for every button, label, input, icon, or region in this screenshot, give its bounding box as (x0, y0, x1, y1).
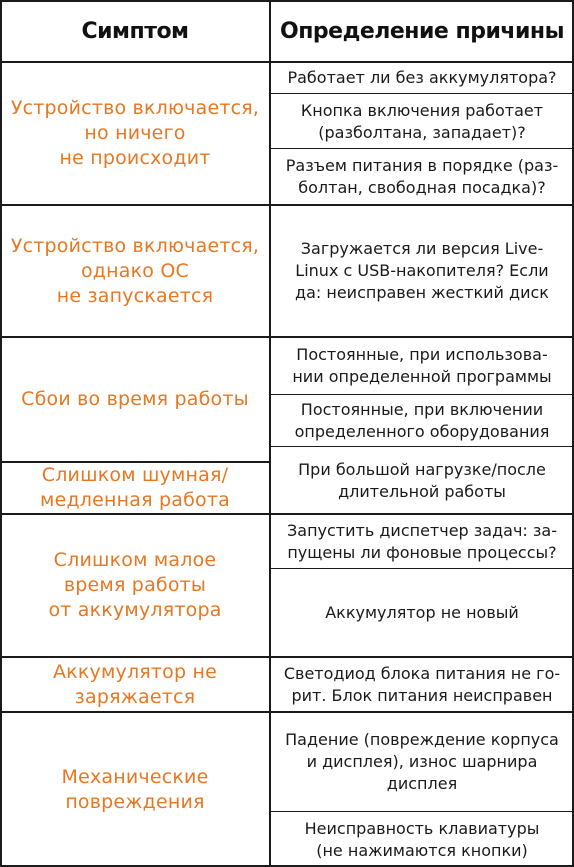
row-divider (270, 568, 574, 569)
cause-cell: При большой нагрузке/после длительной работы (298, 459, 546, 501)
header-cause: Определение причины (280, 18, 564, 44)
cause-cell: Загружается ли версия Live- Linux с USB-накопителя? Если да: неисправен жесткий диск (295, 239, 549, 302)
symptom-cell: Устройство включается, однако ОС не запускается (10, 234, 260, 307)
cause-cell: Разъем питания в порядке (раз- болтан, свободная посадка)? (285, 156, 559, 197)
cause-cell: Падение (повреждение корпуса и дисплея), износ шарнира дисплея (285, 730, 559, 793)
cause-cell: Кнопка включения работает (разболтана, западает)? (300, 100, 544, 142)
row-divider (270, 93, 574, 94)
row-divider (270, 811, 574, 812)
row-divider (270, 148, 574, 149)
symptom-cell: Сбои во время работы (21, 388, 249, 410)
row-divider (270, 446, 574, 447)
cause-cell: Постоянные, при включении определенного оборудования (294, 400, 550, 441)
header-symptom: Симптом (81, 18, 189, 44)
cause-cell: Светодиод блока питания не го- рит. Блок питания неисправен (283, 663, 561, 705)
column-divider (269, 0, 271, 867)
table-border (0, 0, 574, 2)
row-divider (270, 394, 574, 395)
symptom-cell: Аккумулятор не заряжается (52, 660, 218, 708)
symptom-cell: Слишком малое время работы от аккумулятора (48, 549, 222, 621)
row-divider (0, 513, 574, 515)
symptom-cell: Механические повреждения (61, 765, 209, 813)
row-divider (0, 204, 574, 206)
cause-cell: Работает ли без аккумулятора? (287, 68, 557, 87)
cause-cell: Постоянные, при использова- нии определенной программы (292, 345, 552, 386)
row-divider (0, 711, 574, 713)
cause-cell: Запустить диспетчер задач: за- пущены ли фоновые процессы? (287, 520, 557, 562)
row-divider (0, 336, 574, 338)
table-border (0, 0, 2, 867)
row-divider (0, 61, 574, 63)
row-divider (0, 656, 574, 658)
symptom-cell: Слишком шумная/ медленная работа (40, 464, 230, 511)
cause-cell: Аккумулятор не новый (325, 603, 519, 622)
row-divider (0, 461, 270, 463)
symptom-cell: Устройство включается, но ничего не происходит (10, 97, 260, 169)
cause-cell: Неисправность клавиатуры (не нажимаются кнопки) (304, 818, 540, 860)
